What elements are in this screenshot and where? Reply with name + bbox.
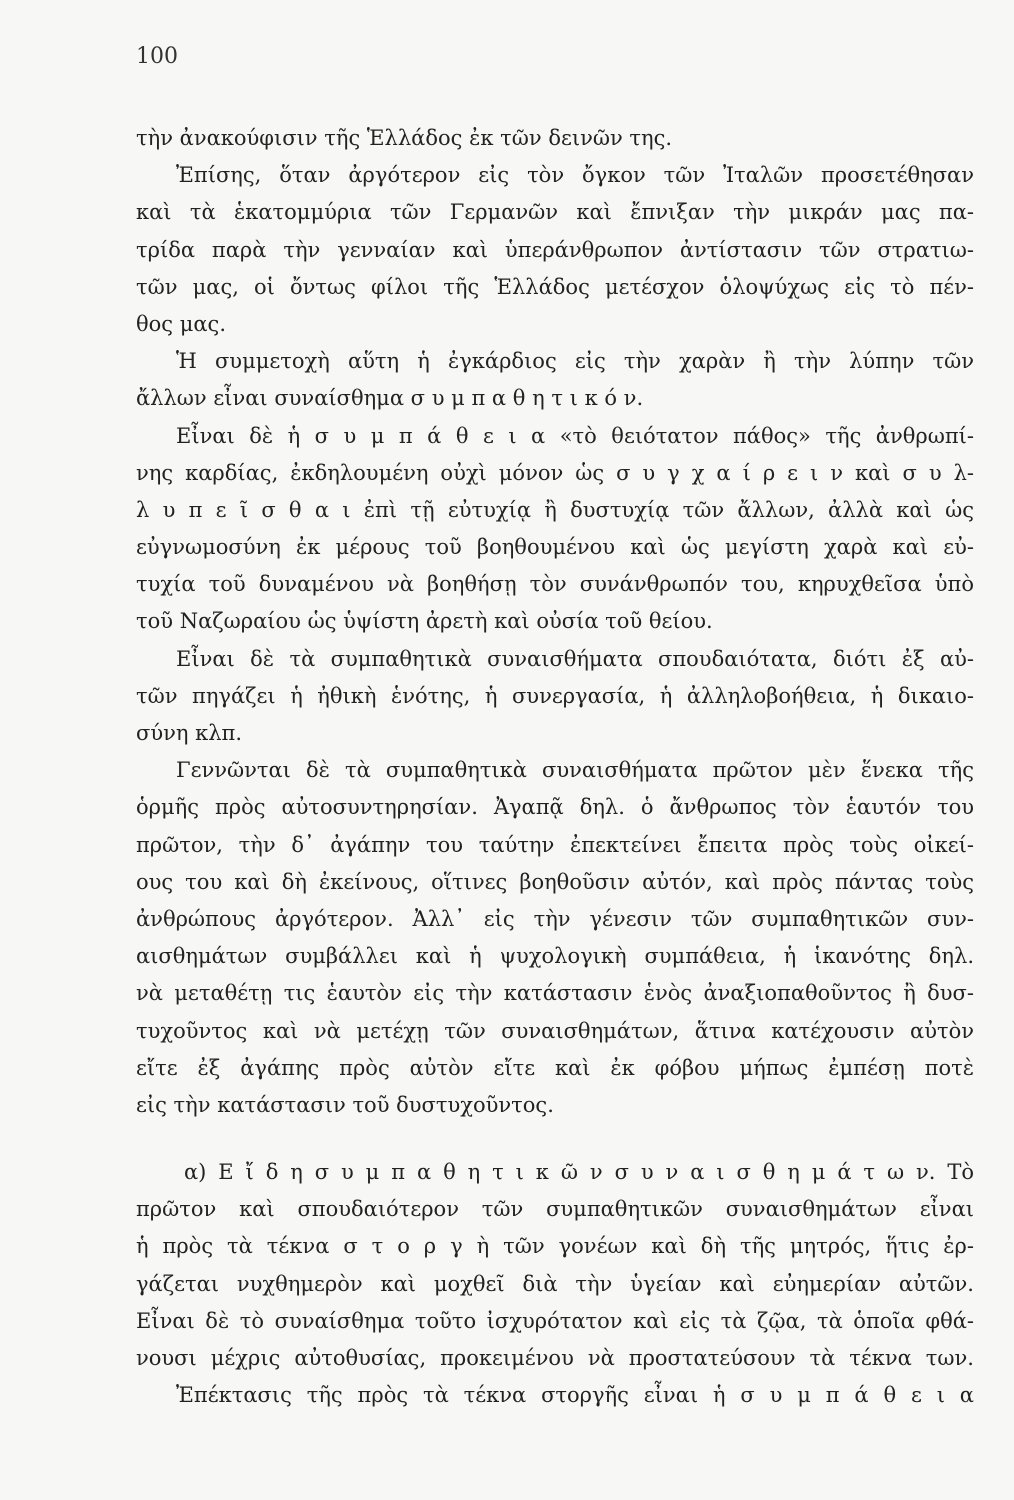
text-line-content: νὰ μεταθέτῃ τις ἑαυτὸν εἰς τὴν κατάστασιν ἑνὸς ἀναξιοπαθοῦντος ἢ δυσ- xyxy=(136,981,974,1006)
text-line xyxy=(136,492,974,529)
text-line xyxy=(136,343,974,380)
text-line-content: Εἶναι δὲ τὰ συμπαθητικὰ συναισθήματα σπουδαιότατα, διότι ἐξ αὐ- xyxy=(176,646,974,671)
text-line xyxy=(136,901,974,938)
text-line xyxy=(136,641,974,678)
text-line xyxy=(136,864,974,901)
text-line-content: ἀνθρώπους ἀργότερον. Ἀλλ᾽ εἰς τὴν γένεσιν τῶν συμπαθητικῶν συν- xyxy=(136,906,974,931)
text-line-content: νης καρδίας, ἐκδηλουμένη οὐχὶ μόνον ὡς σ υ γ χ α ί ρ ε ι ν καὶ σ υ λ- xyxy=(136,460,974,485)
text-line xyxy=(136,715,974,752)
text-line-content: τῶν πηγάζει ἡ ἠθικὴ ἑνότης, ἡ συνεργασία, ἡ ἀλληλοβοήθεια, ἡ δικαιο- xyxy=(136,683,974,708)
text-line xyxy=(136,306,974,343)
text-line xyxy=(136,1377,974,1414)
text-line-content: αισθημάτων συμβάλλει καὶ ἡ ψυχολογικὴ συμπάθεια, ἡ ἱκανότης δηλ. xyxy=(136,944,974,969)
text-line-content: τοῦ Ναζωραίου ὡς ὑψίστη ἀρετὴ καὶ οὐσία τοῦ θείου. xyxy=(136,609,713,634)
text-line-content: πρῶτον, τὴν δ᾽ ἀγάπην του ταύτην ἐπεκτείνει ἔπειτα πρὸς τοὺς οἰκεί- xyxy=(136,832,974,857)
text-line-content: Εἶναι δὲ τὸ συναίσθημα τοῦτο ἰσχυρότατον καὶ εἰς τὰ ζῷα, τὰ ὁποῖα φθά- xyxy=(136,1308,974,1333)
text-line xyxy=(136,194,974,231)
text-line-content: Ἐπέκτασις τῆς πρὸς τὰ τέκνα στοργῆς εἶναι ἡ σ υ μ π ά θ ε ι α xyxy=(176,1383,974,1408)
text-line xyxy=(136,1154,974,1191)
text-line-content: σύνη κλπ. xyxy=(136,721,243,745)
text-line xyxy=(136,752,974,789)
text-line-content: Ἐπίσης, ὅταν ἀργότερον εἰς τὸν ὄγκον τῶν Ἰταλῶν προσετέθησαν xyxy=(176,163,974,188)
text-line xyxy=(136,455,974,492)
text-line-content: ὁρμῆς πρὸς αὐτοσυντηρησίαν. Ἀγαπᾷ δηλ. ὁ ἄνθρωπος τὸν ἑαυτόν του xyxy=(136,795,974,820)
text-line xyxy=(136,232,974,269)
text-line xyxy=(136,1087,974,1124)
text-line-content: πρῶτον καὶ σπουδαιότερον τῶν συμπαθητικῶν συναισθημάτων εἶναι xyxy=(136,1197,974,1222)
text-line-content: ἄλλων εἶναι συναίσθημα σ υ μ π α θ η τ ι κ ό ν. xyxy=(136,386,644,411)
text-line-content: εὐγνωμοσύνη ἐκ μέρους τοῦ βοηθουμένου καὶ ὡς μεγίστη χαρὰ καὶ εὐ- xyxy=(136,535,974,560)
page-number: 100 xyxy=(136,44,178,69)
paragraph-gap xyxy=(136,1124,974,1154)
text-line-content: νουσι μέχρις αὐτοθυσίας, προκειμένου νὰ προστατεύσουν τὰ τέκνα των. xyxy=(136,1346,974,1370)
text-line xyxy=(136,529,974,566)
text-line xyxy=(136,1266,974,1303)
text-line-content: τυχοῦντος καὶ νὰ μετέχῃ τῶν συναισθημάτων, ἅτινα κατέχουσιν αὐτὸν xyxy=(136,1018,974,1043)
text-line-content: τυχία τοῦ δυναμένου νὰ βοηθήσῃ τὸν συνάνθρωπόν του, κηρυχθεῖσα ὑπὸ xyxy=(136,572,974,597)
text-line xyxy=(136,938,974,975)
text-line xyxy=(136,975,974,1012)
text-line-content: καὶ τὰ ἑκατομμύρια τῶν Γερμανῶν καὶ ἔπνιξαν τὴν μικράν μας πα- xyxy=(136,200,974,225)
text-line-content: θος μας. xyxy=(136,311,226,336)
text-line xyxy=(136,418,974,455)
text-line xyxy=(136,1191,974,1228)
text-line-content: λ υ π ε ῖ σ θ α ι ἐπὶ τῇ εὐτυχίᾳ ἢ δυστυχίᾳ τῶν ἄλλων, ἀλλὰ καὶ ὡς xyxy=(136,497,974,522)
text-line-content: τρίδα παρὰ τὴν γενναίαν καὶ ὑπεράνθρωπον ἀντίστασιν τῶν στρατιω- xyxy=(136,237,974,262)
text-line xyxy=(136,827,974,864)
text-line xyxy=(136,269,974,306)
text-line xyxy=(136,789,974,826)
text-line-content: Ἡ συμμετοχὴ αὕτη ἡ ἐγκάρδιος εἰς τὴν χαρὰν ἢ τὴν λύπην τῶν xyxy=(176,349,974,374)
text-line xyxy=(136,678,974,715)
text-line xyxy=(136,380,974,417)
text-line-content: ους του καὶ δὴ ἐκείνους, οἵτινες βοηθοῦσιν αὐτόν, καὶ πρὸς πάντας τοὺς xyxy=(136,869,974,894)
text-line-content: α) Ε ἴ δ η σ υ μ π α θ η τ ι κ ῶ ν σ υ ν α ι σ θ η μ ά τ ω ν. Τὸ xyxy=(184,1160,974,1185)
text-line xyxy=(136,120,974,157)
text-line xyxy=(136,1013,974,1050)
text-line xyxy=(136,157,974,194)
text-line-content: εἰς τὴν κατάστασιν τοῦ δυστυχοῦντος. xyxy=(136,1092,554,1117)
text-line xyxy=(136,1303,974,1340)
text-line-content: Εἶναι δὲ ἡ σ υ μ π ά θ ε ι α «τὸ θειότατον πάθος» τῆς ἀνθρωπί- xyxy=(176,423,974,448)
text-line xyxy=(136,1228,974,1265)
text-line xyxy=(136,1340,974,1377)
text-line-content: τῶν μας, οἱ ὄντως φίλοι τῆς Ἑλλάδος μετέσχον ὁλοψύχως εἰς τὸ πέν- xyxy=(136,274,974,299)
text-line xyxy=(136,603,974,640)
text-line-content: ἡ πρὸς τὰ τέκνα σ τ ο ρ γ ὴ τῶν γονέων καὶ δὴ τῆς μητρός, ἥτις ἐρ- xyxy=(136,1234,974,1259)
body-text xyxy=(136,120,974,1414)
text-line-content: εἴτε ἐξ ἀγάπης πρὸς αὐτὸν εἴτε καὶ ἐκ φόβου μήπως ἐμπέσῃ ποτὲ xyxy=(136,1055,974,1080)
text-line-content: γάζεται νυχθημερὸν καὶ μοχθεῖ διὰ τὴν ὑγείαν καὶ εὐημερίαν αὐτῶν. xyxy=(136,1271,974,1296)
text-line xyxy=(136,1050,974,1087)
text-line-content: Γεννῶνται δὲ τὰ συμπαθητικὰ συναισθήματα πρῶτον μὲν ἕνεκα τῆς xyxy=(176,758,974,783)
text-line-content: τὴν ἀνακούφισιν τῆς Ἑλλάδος ἐκ τῶν δεινῶν της. xyxy=(136,126,673,150)
text-line xyxy=(136,566,974,603)
